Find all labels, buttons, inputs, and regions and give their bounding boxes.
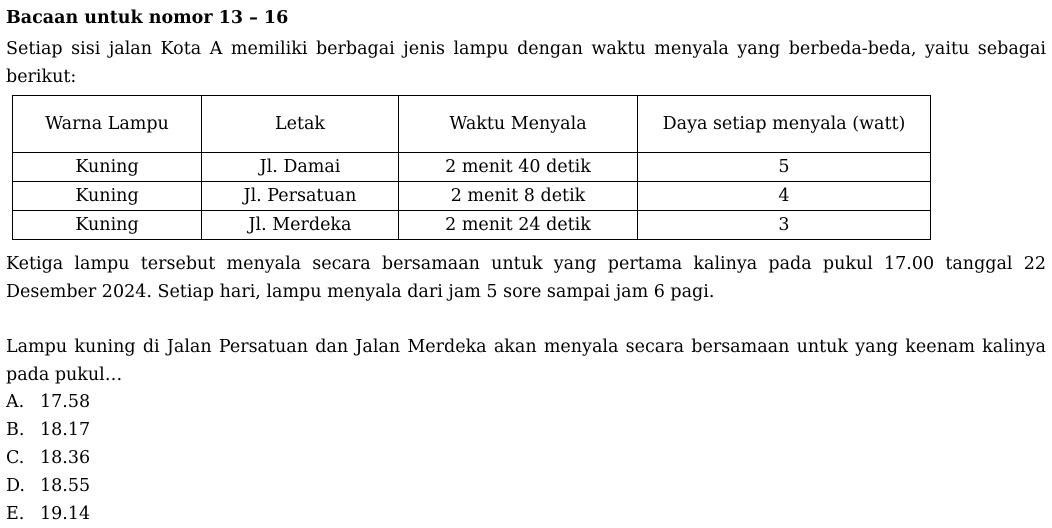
cell-letak: Jl. Damai xyxy=(202,153,399,182)
cell-letak: Jl. Persatuan xyxy=(202,182,399,211)
option-a[interactable] xyxy=(6,388,90,416)
option-c[interactable] xyxy=(6,444,90,472)
cell-daya: 4 xyxy=(638,182,931,211)
option-text: 18.36 xyxy=(40,448,91,468)
cell-waktu: 2 menit 8 detik xyxy=(399,182,638,211)
option-text: 18.55 xyxy=(40,476,91,496)
table-row xyxy=(13,182,931,211)
option-letter: E. xyxy=(6,504,25,524)
table-row xyxy=(13,153,931,182)
option-letter: B. xyxy=(6,420,25,440)
question-text: Lampu kuning di Jalan Persatuan dan Jalan Merdeka akan menyala secara bersamaan untuk yang keenam kalinya pada pukul… xyxy=(6,337,1046,385)
answer-options xyxy=(6,388,90,528)
header-waktu-menyala: Waktu Menyala xyxy=(399,96,638,153)
header-daya: Daya setiap menyala (watt) xyxy=(638,96,931,153)
option-text: 19.14 xyxy=(40,504,91,524)
table-header-row xyxy=(13,96,931,153)
header-warna-lampu: Warna Lampu xyxy=(13,96,202,153)
option-text: 17.58 xyxy=(40,392,91,412)
cell-letak: Jl. Merdeka xyxy=(202,211,399,240)
cell-waktu: 2 menit 24 detik xyxy=(399,211,638,240)
cell-daya: 3 xyxy=(638,211,931,240)
table-row xyxy=(13,211,931,240)
option-letter: C. xyxy=(6,448,25,468)
cell-daya: 5 xyxy=(638,153,931,182)
header-letak: Letak xyxy=(202,96,399,153)
cell-warna: Kuning xyxy=(13,211,202,240)
cell-warna: Kuning xyxy=(13,182,202,211)
option-letter: D. xyxy=(6,476,25,496)
option-text: 18.17 xyxy=(40,420,91,440)
section-heading: Bacaan untuk nomor 13 – 16 xyxy=(6,8,289,28)
option-d[interactable] xyxy=(6,472,90,500)
cell-waktu: 2 menit 40 detik xyxy=(399,153,638,182)
option-e[interactable] xyxy=(6,500,90,528)
option-letter: A. xyxy=(6,392,25,412)
intro-paragraph: Setiap sisi jalan Kota A memiliki berbagai jenis lampu dengan waktu menyala yang berbeda-beda, yaitu sebagai berikut: xyxy=(6,39,1046,87)
option-b[interactable] xyxy=(6,416,90,444)
cell-warna: Kuning xyxy=(13,153,202,182)
info-paragraph: Ketiga lampu tersebut menyala secara bersamaan untuk yang pertama kalinya pada pukul 17.00 tanggal 22 Desember 2024. Setiap hari, lampu menyala dari jam 5 sore sampai jam 6 pagi. xyxy=(6,254,1046,302)
lamp-table xyxy=(12,95,931,240)
